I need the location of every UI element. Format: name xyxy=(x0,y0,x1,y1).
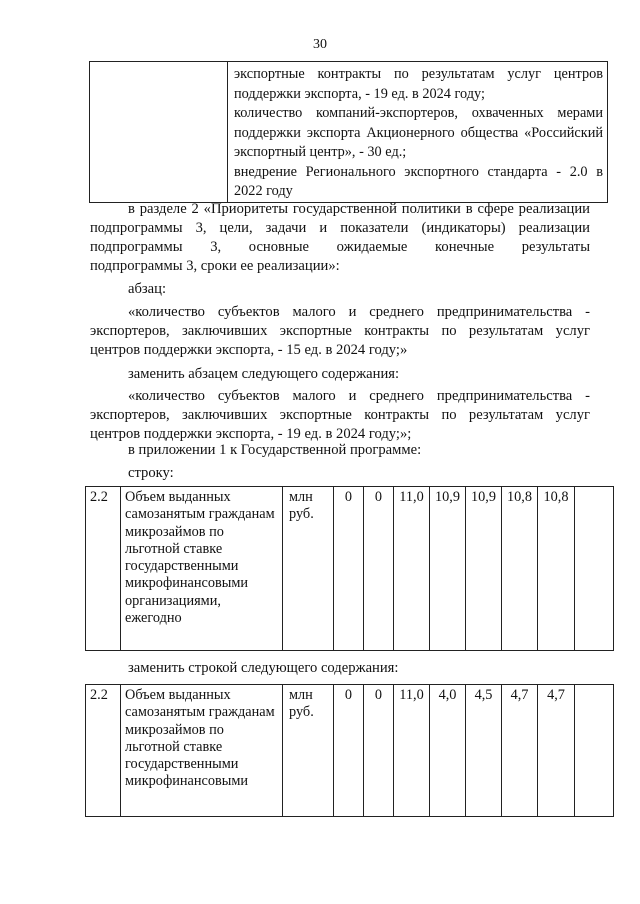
row-value: 4,5 xyxy=(466,685,502,817)
paragraph-quote-new-text: «количество субъектов малого и среднего предпринимательства - экспортеров, заключивших экспортные контракты по результатам услуг xyxy=(90,388,590,423)
row-value: 4,0 xyxy=(430,685,466,817)
row-value: 11,0 xyxy=(394,685,430,817)
paragraph-replace-row: заменить строкой следующего содержания: xyxy=(128,660,399,676)
paragraph-abzac: абзац: xyxy=(128,281,167,297)
continuation-table xyxy=(89,61,608,203)
row-value: 10,8 xyxy=(538,487,575,651)
row-value: 0 xyxy=(364,487,394,651)
row-value: 4,7 xyxy=(538,685,575,817)
row-value: 10,8 xyxy=(502,487,538,651)
row-value: 11,0 xyxy=(394,487,430,651)
paragraph-replace-abzac: заменить абзацем следующего содержания: xyxy=(128,366,400,382)
table-row xyxy=(86,685,614,817)
continuation-line-1: экспортные контракты по результатам услуг центров поддержки экспорта, - 19 ед. в 2024 году; xyxy=(234,66,603,102)
row-value: 0 xyxy=(334,487,364,651)
row-number: 2.2 xyxy=(86,685,121,817)
paragraph-section2-text: в разделе 2 «Приоритеты государственной политики в сфере реализации подпрограммы 3, цели, задачи и показатели (индикаторы) реализации подпрограммы 3, основные ожидаемые конечные результаты xyxy=(90,201,590,255)
row-value: 10,9 xyxy=(466,487,502,651)
paragraph-quote-old xyxy=(90,303,590,341)
row-name: Объем выданных самозанятым гражданам микрозаймов по льготной ставке государственными микрофинансовыми xyxy=(121,685,283,817)
continuation-table-text-cell xyxy=(228,62,608,203)
continuation-line-2: количество компаний-экспортеров, охваченных мерами поддержки экспорта Акционерного общества «Российский экспортный центр», - 30 ед.; xyxy=(234,105,603,160)
row-value: 4,7 xyxy=(502,685,538,817)
row-unit: млн руб. xyxy=(283,487,334,651)
page-number: 30 xyxy=(313,37,327,52)
paragraph-quote-old-text: «количество субъектов малого и среднего предпринимательства - экспортеров, заключивших экспортные контракты по результатам услуг xyxy=(90,304,590,339)
row-value xyxy=(575,685,614,817)
row-number: 2.2 xyxy=(86,487,121,651)
paragraph-quote-old-end: центров поддержки экспорта, - 15 ед. в 2024 году;» xyxy=(90,342,408,358)
paragraph-quote-new-end: центров поддержки экспорта, - 19 ед. в 2024 году;»; xyxy=(90,426,412,442)
continuation-table-empty-cell xyxy=(90,62,228,203)
row-value: 0 xyxy=(334,685,364,817)
row-value xyxy=(575,487,614,651)
paragraph-appendix: в приложении 1 к Государственной программе: xyxy=(128,442,422,458)
table-row xyxy=(86,487,614,651)
old-row-table xyxy=(85,486,614,651)
row-name: Объем выданных самозанятым гражданам микрозаймов по льготной ставке государственными микрофинансовыми организациями, ежегодно xyxy=(121,487,283,651)
paragraph-section2-end: подпрограммы 3, сроки ее реализации»: xyxy=(90,258,340,274)
row-value: 0 xyxy=(364,685,394,817)
row-unit: млн руб. xyxy=(283,685,334,817)
paragraph-stroku: строку: xyxy=(128,465,174,481)
continuation-line-3: внедрение Регионального экспортного стандарта - 2.0 в 2022 году xyxy=(234,163,603,199)
paragraph-section2 xyxy=(90,200,590,257)
row-value: 10,9 xyxy=(430,487,466,651)
new-row-table xyxy=(85,684,614,817)
paragraph-quote-new xyxy=(90,387,590,425)
